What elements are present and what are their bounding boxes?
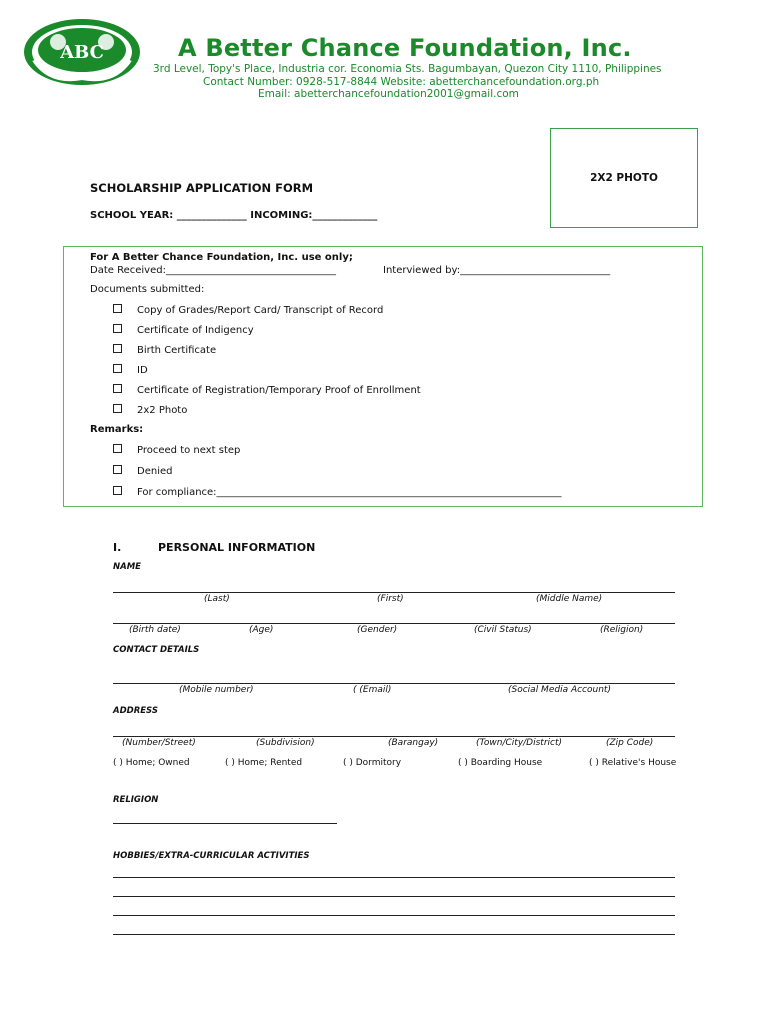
caption-birthdate: (Birth date)	[129, 625, 181, 635]
remarks-label: Remarks:	[90, 424, 144, 435]
photo-label: 2X2 PHOTO	[590, 172, 658, 184]
residence-option[interactable]: ( ) Home; Rented	[225, 758, 303, 768]
photo-box	[550, 128, 698, 228]
caption-mobile: (Mobile number)	[179, 685, 254, 695]
document-item: ID	[113, 364, 148, 376]
remark-item: Proceed to next step	[113, 444, 240, 456]
caption-gender: (Gender)	[357, 625, 398, 635]
document-item: Birth Certificate	[113, 344, 216, 356]
contact-label: CONTACT DETAILS	[113, 645, 200, 655]
form-title: SCHOLARSHIP APPLICATION FORM	[90, 181, 314, 195]
address-line[interactable]	[113, 736, 675, 737]
remark-item: Denied	[113, 465, 172, 477]
checkbox[interactable]	[113, 384, 122, 393]
checkbox[interactable]	[113, 324, 122, 333]
org-email: Email: abetterchancefoundation2001@gmail.com	[258, 88, 519, 100]
residence-option[interactable]: ( ) Relative's House	[589, 758, 677, 768]
contact-line[interactable]	[113, 683, 675, 684]
checkbox[interactable]	[113, 344, 122, 353]
residence-option[interactable]: ( ) Dormitory	[343, 758, 402, 768]
checkbox[interactable]	[113, 444, 122, 453]
bio-line[interactable]	[113, 623, 675, 624]
caption-street: (Number/Street)	[122, 738, 196, 748]
address-label: ADDRESS	[113, 706, 158, 716]
org-name: A Better Chance Foundation, Inc.	[178, 34, 632, 62]
document-item: Certificate of Indigency	[113, 324, 254, 336]
caption-subdivision: (Subdivision)	[256, 738, 315, 748]
document-item: Copy of Grades/Report Card/ Transcript of Record	[113, 304, 383, 316]
date-received-field: Date Received:__________________________________	[90, 265, 336, 276]
org-contact: Contact Number: 0928-517-8844 Website: abetterchancefoundation.org.ph	[203, 76, 600, 88]
name-line[interactable]	[113, 592, 675, 593]
caption-social: (Social Media Account)	[508, 685, 611, 695]
residence-option[interactable]: ( ) Home; Owned	[113, 758, 190, 768]
interviewed-by-field: Interviewed by:______________________________	[383, 265, 611, 276]
school-year-line: SCHOOL YEAR: ______________ INCOMING:_____________	[90, 210, 378, 221]
caption-first: (First)	[377, 594, 404, 604]
logo-text: ABC	[60, 42, 104, 63]
checkbox[interactable]	[113, 486, 122, 495]
religion-line[interactable]	[113, 823, 337, 824]
hobbies-label: HOBBIES/EXTRA-CURRICULAR ACTIVITIES	[113, 851, 310, 861]
caption-town: (Town/City/District)	[476, 738, 563, 748]
caption-email: ( (Email)	[353, 685, 392, 695]
caption-age: (Age)	[249, 625, 274, 635]
section-title: PERSONAL INFORMATION	[158, 541, 316, 554]
caption-zip: (Zip Code)	[606, 738, 654, 748]
remark-item: For compliance:_____________________________________________________________________	[113, 486, 562, 498]
religion-label: RELIGION	[113, 795, 159, 805]
caption-last: (Last)	[204, 594, 230, 604]
checkbox[interactable]	[113, 465, 122, 474]
caption-barangay: (Barangay)	[388, 738, 439, 748]
org-address: 3rd Level, Topy's Place, Industria cor. Economia Sts. Bagumbayan, Quezon City 1110, Philippines	[153, 63, 662, 75]
residence-option[interactable]: ( ) Boarding House	[458, 758, 543, 768]
checkbox[interactable]	[113, 364, 122, 373]
name-label: NAME	[113, 562, 141, 572]
section-number: I.	[113, 541, 122, 554]
checkbox[interactable]	[113, 304, 122, 313]
caption-civil-status: (Civil Status)	[474, 625, 532, 635]
document-item: 2x2 Photo	[113, 404, 187, 416]
hobbies-line[interactable]	[113, 877, 675, 878]
caption-middle: (Middle Name)	[536, 594, 603, 604]
foundation-logo	[20, 16, 144, 88]
hobbies-line[interactable]	[113, 896, 675, 897]
checkbox[interactable]	[113, 404, 122, 413]
office-use-heading: For A Better Chance Foundation, Inc. use only;	[90, 252, 353, 263]
documents-label: Documents submitted:	[90, 284, 205, 295]
document-item: Certificate of Registration/Temporary Proof of Enrollment	[113, 384, 421, 396]
caption-religion: (Religion)	[600, 625, 644, 635]
hobbies-line[interactable]	[113, 915, 675, 916]
hobbies-line[interactable]	[113, 934, 675, 935]
